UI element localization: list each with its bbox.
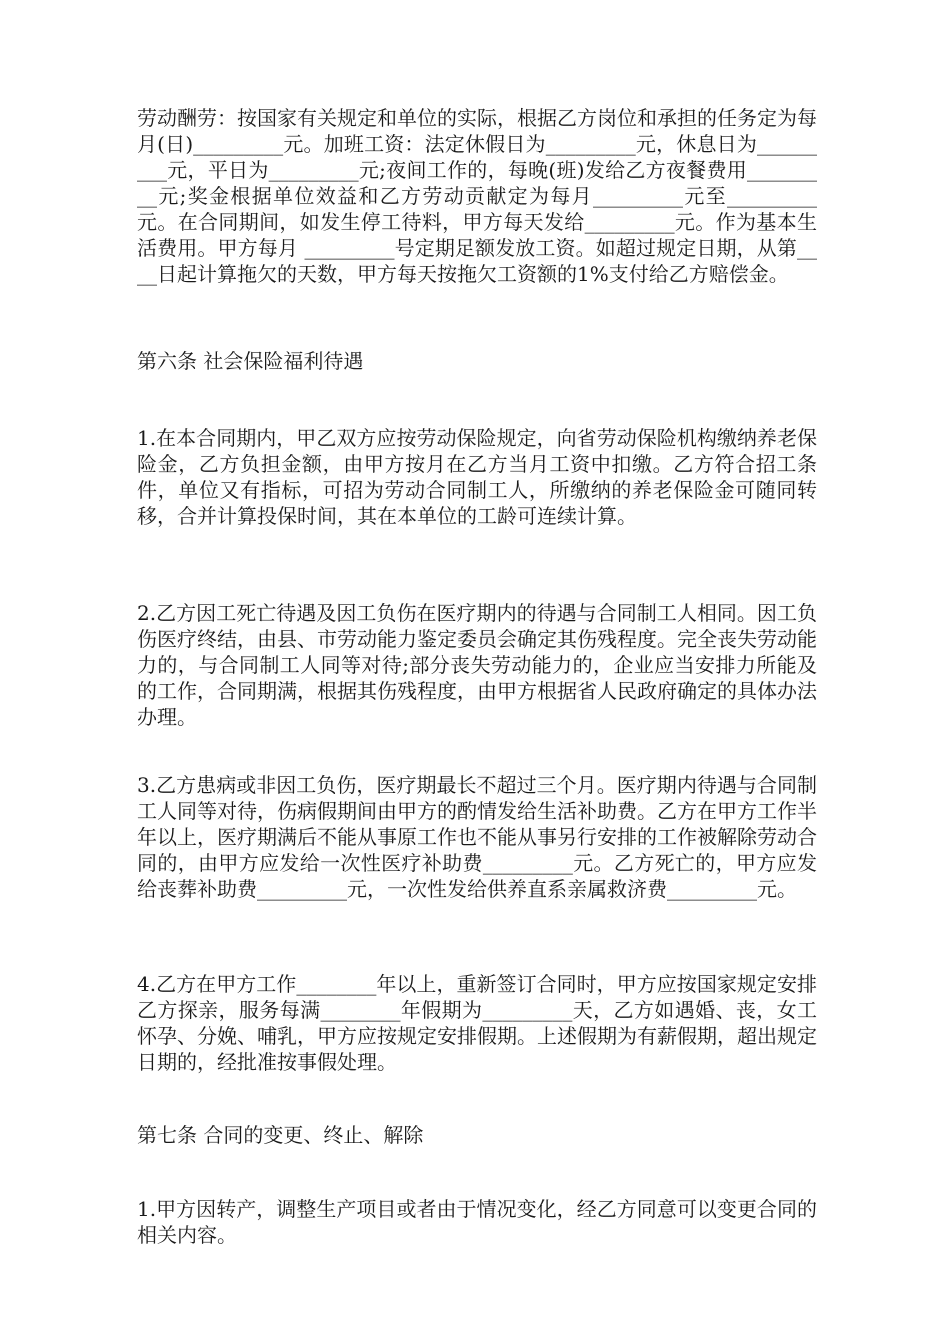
paragraph-6-3: 3.乙方患病或非因工负伤，医疗期最长不超过三个月。医疗期内待遇与合同制工人同等对待，伤病假期间由甲方的酌情发给生活补助费。乙方在甲方工作半年以上，医疗期满后不能从事原工作也不能从事另行安排的工作被解除劳动合同的，由甲方应发给一次性医疗补助费_________元。乙方死亡的，甲方应发给丧葬补助费_________元，一次性发给供养直系亲属救济费_________元。: [137, 773, 817, 901]
paragraph-6-2: 2.乙方因工死亡待遇及因工负伤在医疗期内的待遇与合同制工人相同。因工负伤医疗终结，由县、市劳动能力鉴定委员会确定其伤残程度。完全丧失劳动能力的，与合同制工人同等对待;部分丧失劳动能力的，企业应当安排力所能及的工作，合同期满，根据其伤残程度，由甲方根据省人民政府确定的具体办法办理。: [137, 601, 817, 729]
paragraph-6-4: 4.乙方在甲方工作________年以上，重新签订合同时，甲方应按国家规定安排乙方探亲，服务每满________年假期为_________天，乙方如遇婚、丧，女工怀孕、分娩、哺乳，甲方应按规定安排假期。上述假期为有薪假期，超出规定日期的，经批准按事假处理。: [137, 972, 817, 1074]
heading-article-6: 第六条 社会保险福利待遇: [137, 349, 364, 373]
paragraph-7-1: 1.甲方因转产，调整生产项目或者由于情况变化，经乙方同意可以变更合同的相关内容。: [137, 1197, 817, 1247]
paragraph-6-1: 1.在本合同期内，甲乙双方应按劳动保险规定，向省劳动保险机构缴纳养老保险金，乙方负担金额，由甲方按月在乙方当月工资中扣缴。乙方符合招工条件，单位又有指标，可招为劳动合同制工人，所缴纳的养老保险金可随同转移，合并计算投保时间，其在本单位的工龄可连续计算。: [137, 426, 817, 528]
paragraph-salary: 劳动酬劳：按国家有关规定和单位的实际，根据乙方岗位和承担的任务定为每月(日)_________元。加班工资：法定休假日为_________元，休息日为_________元，平日为_________元;夜间工作的，每晚(班)发给乙方夜餐费用_________元;奖金根据单位效益和乙方劳动贡献定为每月_________元至_________元。在合同期间，如发生停工待料，甲方每天发给_________元。作为基本生活费用。甲方每月 _________号定期足额发放工资。如超过规定日期，从第____日起计算拖欠的天数，甲方每天按拖欠工资额的1%支付给乙方赔偿金。: [137, 106, 817, 286]
heading-article-7: 第七条 合同的变更、终止、解除: [137, 1123, 424, 1147]
